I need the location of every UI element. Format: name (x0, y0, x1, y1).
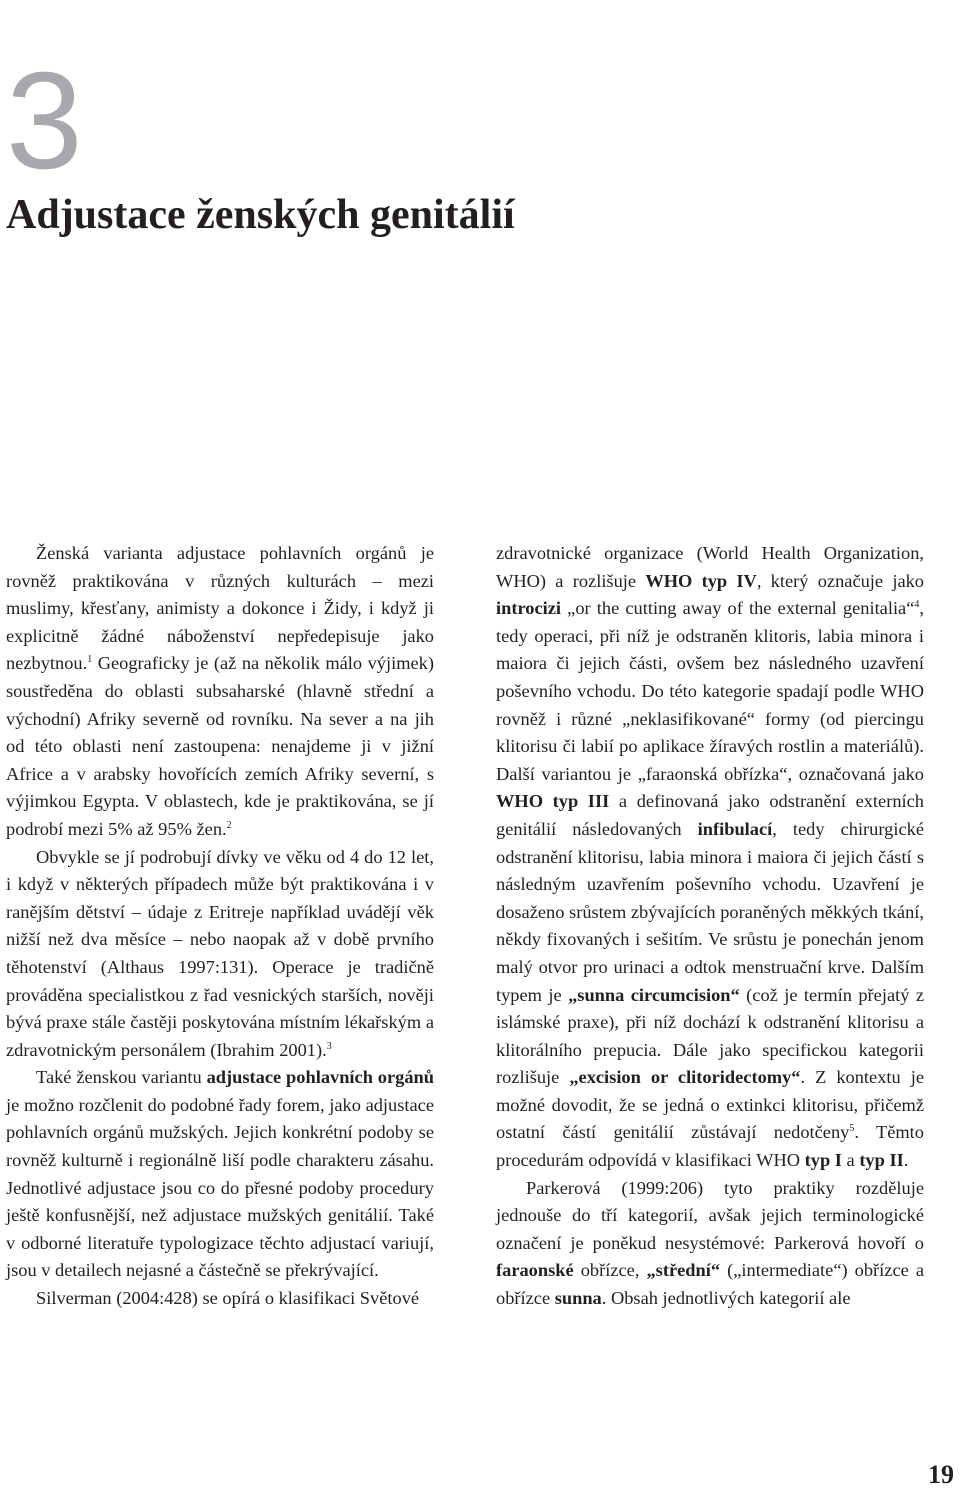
bold-term: infibulací (697, 818, 773, 839)
footnote-ref[interactable]: 1 (87, 654, 93, 666)
paragraph (496, 1175, 924, 1313)
text: Obvykle se jí podrobují dívky ve věku od 4 do 12 let, i když v některých případech může být praktikována i v ranějším dětství – údaje z Eritreje například uvádějí věk nižší než dva měsíce – nebo naopak až v době prvního těhotenství (Althaus 1997:131). Operace je tradičně prováděna specialistkou z řad vesnických starších, nověji bývá praxe stále častěji poskytována místním lékařským a zdravotnickým personálem (Ibrahim 2001). (6, 846, 434, 1060)
bold-term: typ I (804, 1150, 842, 1171)
text: Parkerová (1999:206) tyto praktiky rozděluje jednouše do tří kategorií, avšak jejich terminologické označení je poněkud nesystémové: Parkerová hovoří o (496, 1177, 924, 1253)
text: , který označuje jako (756, 570, 925, 591)
text: . Z kontextu je možné dovodit, že se jedná o extinkci klitorisu, přičemž ostatní částí genitálií zůstávají nedotčeny (496, 1067, 924, 1143)
text: (což je termín přejatý z islámské praxe), při níž dochází k odstranění klitorisu a klitorálního prepucia. Dále jako specifickou kategorii rozlišuje (496, 984, 924, 1088)
chapter-title: Adjustace ženských genitálií (6, 192, 515, 238)
text: , tedy operaci, při níž je odstraněn klitoris, labia minora i maiora či jejich části, ovšem bez následného uzavření poševního vchodu. Do této kategorie spadají podle WHO rovněž i různé „neklasifikované“ formy (od piercingu klitorisu či labií po aplikace žíravých rostlin a materiálů). Další variantou je „faraonská obřízka“, označovaná jako (496, 598, 924, 784)
text: obřízce, (573, 1260, 647, 1281)
right-column (496, 540, 924, 1313)
paragraph (6, 844, 434, 1065)
text: , tedy chirurgické odstranění klitorisu, labia minora i maiora či jejich částí s následným uzavřením poševního vchodu. Uzavření je dosaženo srůstem zbývajících poraněných měkkých tkání, někdy fixovaných i sešitím. Ve srůstu je ponechán jenom malý otvor pro urinaci a odtok menstruační krve. Dalším typem je (496, 818, 924, 1005)
left-column (6, 540, 434, 1313)
bold-term: typ II (859, 1150, 904, 1171)
bold-term: „střední“ (646, 1260, 721, 1281)
bold-term: „sunna circumcision“ (568, 984, 740, 1005)
paragraph (6, 1064, 434, 1285)
text: . Obsah jednotlivých kategorií ale (601, 1288, 851, 1309)
text: a definovaná jako odstranění externích genitálií následovaných (496, 791, 924, 839)
bold-term: WHO typ IV (645, 570, 757, 591)
paragraph (6, 1285, 434, 1313)
footnote-ref[interactable]: 3 (326, 1040, 332, 1052)
paragraph (6, 540, 434, 844)
chapter-number: 3 (6, 44, 79, 198)
bold-term: WHO typ III (496, 791, 610, 812)
bold-term: faraonské (496, 1260, 574, 1281)
text: Silverman (2004:428) se opírá o klasifikaci Světové (36, 1288, 420, 1309)
bold-term: „excision or clitoridectomy“ (569, 1067, 801, 1088)
text: a (841, 1150, 860, 1171)
bold-term: adjustace pohlavních orgánů (206, 1067, 435, 1088)
page-number: 19 (928, 1460, 954, 1489)
text: Geograficky je (až na několik málo výjimek) soustředěna do oblasti subsaharské (hlavně střední a východní) Afriky severně od rovníku. Na sever a na jih od této oblasti není zastoupena: nenajdeme ji v jižní Africe a v arabsky hovořících zemích Afriky severní, s výjimkou Egypta. V oblastech, kde je praktikována, se jí podrobí mezi 5% až 95% žen. (6, 653, 434, 839)
bold-term: sunna (554, 1288, 602, 1309)
text: je možno rozčlenit do podobné řady forem, jako adjustace pohlavních orgánů mužských. Jejich konkrétní podoby se rovněž kulturně i regionálně liší podle charakteru zásahu. Jednotlivé adjustace jsou co do přesné podoby procedury ještě konfusnější, než adjustace mužských genitálií. Také v odborné literatuře typologizace těchto adjustací variují, jsou v detailech nejasné a částečně se překrývající. (6, 1094, 434, 1281)
bold-term: introcizi (496, 598, 562, 619)
paragraph (496, 540, 924, 1175)
text: Ženská varianta adjustace pohlavních orgánů je rovněž praktikována v různých kulturách – mezi muslimy, křesťany, animisty a dokonce i Židy, i když ji explicitně žádné náboženství nepředepisuje jako nezbytnou. (6, 543, 434, 674)
text: („intermediate“) obřízce a obřízce (496, 1260, 924, 1309)
footnote-ref[interactable]: 5 (849, 1123, 855, 1135)
text: . Těmto procedurám odpovídá v klasifikaci WHO (496, 1122, 924, 1171)
text: zdravotnické organizace (World Health Organization, WHO) a rozlišuje (496, 543, 924, 591)
text: . (903, 1150, 909, 1171)
text: „or the cutting away of the external genitalia“ (561, 598, 915, 619)
text: Také ženskou variantu (36, 1067, 207, 1088)
footnote-ref[interactable]: 4 (914, 599, 920, 611)
footnote-ref[interactable]: 2 (226, 819, 232, 831)
